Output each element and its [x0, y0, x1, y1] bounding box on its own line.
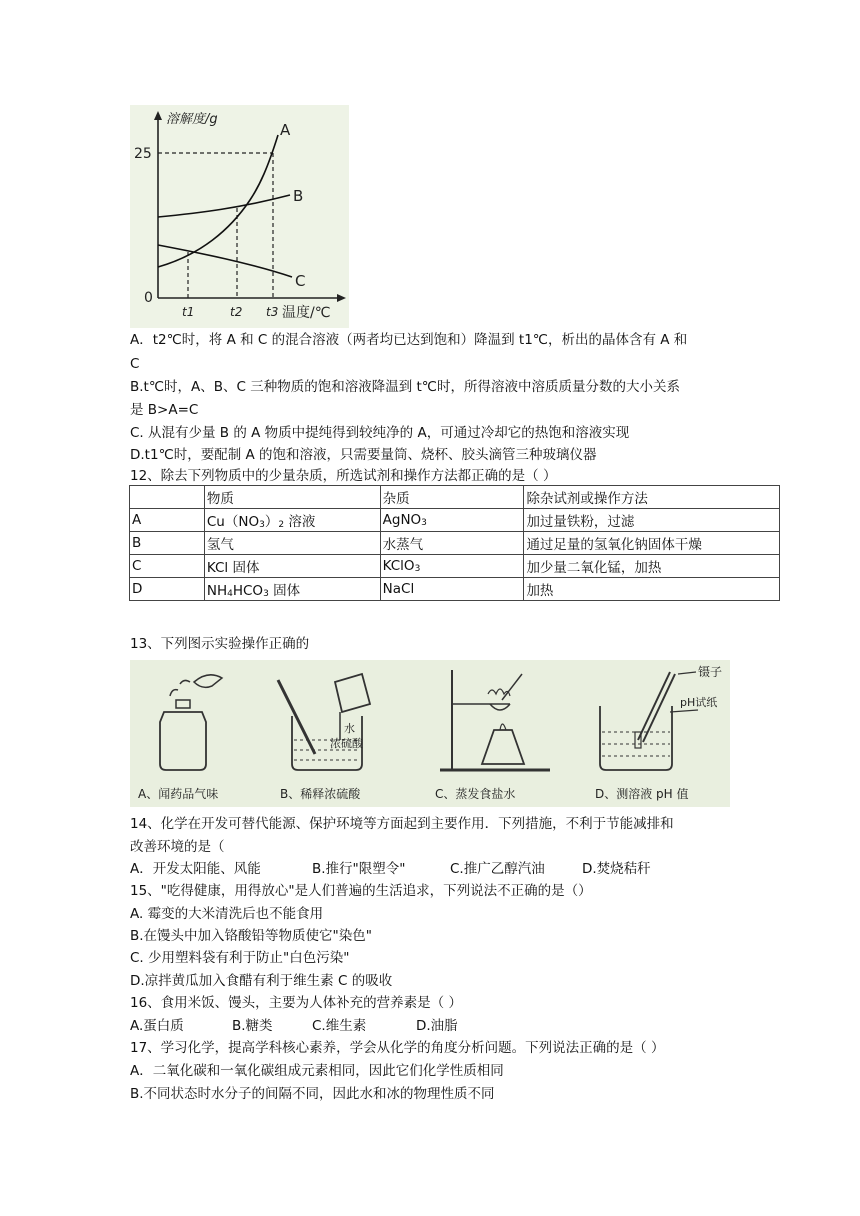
q11-option-c: C. 从混有少量 B 的 A 物质中提纯得到较纯净的 A，可通过冷却它的热饱和溶液实现 — [130, 425, 630, 441]
row-impurity: NaCl — [380, 578, 524, 601]
q11-option-b-line2: 是 B>A=C — [130, 402, 199, 418]
solubility-chart — [130, 105, 349, 328]
row-method: 加过量铁粉，过滤 — [524, 509, 780, 532]
table-header-row — [130, 486, 780, 509]
row-impurity: 水蒸气 — [380, 532, 524, 555]
table-header-cell: 杂质 — [380, 486, 524, 509]
panel-a-label: A、闻药品气味 — [138, 787, 219, 801]
curve-c-label: C — [295, 272, 306, 290]
row-substance: 氢气 — [204, 532, 380, 555]
panel-b-label: B、稀释浓硫酸 — [280, 787, 361, 801]
panel-c-label: C、蒸发食盐水 — [435, 787, 516, 801]
q11-option-a-line2: C — [130, 356, 140, 372]
y-axis-label: 溶解度/g — [166, 112, 218, 127]
row-substance: $NH_4HCO_3$ 固体 — [204, 578, 380, 601]
q11-option-b-line1: B.t℃时，A、B、C 三种物质的饱和溶液降温到 t℃时，所得溶液中溶质质量分数的大小关系 — [130, 379, 680, 395]
q17-option-a: A．二氧化碳和一氧化碳组成元素相同，因此它们化学性质相同 — [130, 1063, 504, 1079]
row-impurity: KClO$_3$ — [380, 555, 524, 578]
solubility-chart-svg — [130, 105, 349, 328]
q16-option-b: B.糖类 — [232, 1018, 273, 1034]
q12-stem: 12、除去下列物质中的少量杂质，所选试剂和操作方法都正确的是（ ） — [130, 468, 557, 484]
q11-option-a-line1: A．t2℃时，将 A 和 C 的混合溶液（两者均已达到饱和）降温到 t1℃，析出的晶体含有 A 和 — [130, 332, 688, 348]
lab-operations-figure — [130, 660, 730, 807]
row-label: B — [130, 532, 205, 555]
q14-stem-line1: 14、化学在开发可替代能源、保护环境等方面起到主要作用．下列措施，不利于节能减排和 — [130, 816, 674, 832]
q12-table — [129, 485, 780, 601]
table-header-cell: 除杂试剂或操作方法 — [524, 486, 780, 509]
q14-stem-line2: 改善环境的是（ — [130, 839, 225, 855]
q15-stem: 15、"吃得健康，用得放心"是人们普遍的生活追求，下列说法不正确的是（） — [130, 883, 592, 899]
table-header-cell: 物质 — [204, 486, 380, 509]
row-impurity: AgNO$_3$ — [380, 509, 524, 532]
table-row — [130, 578, 780, 601]
q16-option-c: C.维生素 — [312, 1018, 367, 1034]
q17-stem: 17、学习化学，提高学科核心素养，学会从化学的角度分析问题。下列说法正确的是（ ） — [130, 1040, 665, 1056]
q15-option-c: C. 少用塑料袋有利于防止"白色污染" — [130, 950, 350, 966]
curve-a-label: A — [280, 121, 291, 139]
q15-option-a: A. 霉变的大米清洗后也不能食用 — [130, 906, 324, 922]
row-method: 加热 — [524, 578, 780, 601]
tick-t2: t2 — [230, 305, 243, 319]
row-substance: KCl 固体 — [204, 555, 380, 578]
row-method: 加少量二氧化锰，加热 — [524, 555, 780, 578]
q14-option-d: D.焚烧秸秆 — [582, 861, 651, 877]
tweezers-label: 镊子 — [698, 665, 723, 679]
table-row — [130, 532, 780, 555]
q15-option-b: B.在馒头中加入铬酸铅等物质使它"染色" — [130, 928, 372, 944]
q16-options — [130, 1016, 458, 1036]
q14-option-b: B.推行"限塑令" — [312, 861, 406, 877]
row-label: D — [130, 578, 205, 601]
table-header-cell — [130, 486, 205, 509]
q14-option-c: C.推广乙醇汽油 — [450, 861, 545, 877]
x-axis-label: 温度/℃ — [282, 305, 331, 321]
y-tick-25: 25 — [134, 146, 152, 162]
origin-label: 0 — [144, 290, 153, 306]
water-label: 水 — [344, 722, 355, 735]
q14-options — [130, 859, 651, 879]
q14-option-a: A．开发太阳能、风能 — [130, 861, 261, 877]
table-row — [130, 555, 780, 578]
row-method: 通过足量的氢氧化钠固体干燥 — [524, 532, 780, 555]
table-row — [130, 509, 780, 532]
q17-option-b: B.不同状态时水分子的间隔不同，因此水和冰的物理性质不同 — [130, 1086, 495, 1102]
q16-stem: 16、食用米饭、馒头，主要为人体补充的营养素是（ ） — [130, 995, 462, 1011]
tick-t1: t1 — [182, 305, 195, 319]
tick-t3: t3 — [266, 305, 279, 319]
q13-stem: 13、下列图示实验操作正确的 — [130, 636, 310, 652]
q16-option-a: A.蛋白质 — [130, 1018, 184, 1034]
q15-option-d: D.凉拌黄瓜加入食醋有利于维生素 C 的吸收 — [130, 973, 393, 989]
q11-option-d: D.t1℃时，要配制 A 的饱和溶液，只需要量筒、烧杯、胶头滴管三种玻璃仪器 — [130, 447, 597, 463]
curve-b-label: B — [293, 187, 304, 205]
row-label: C — [130, 555, 205, 578]
row-label: A — [130, 509, 205, 532]
panel-d-label: D、测溶液 pH 值 — [595, 787, 689, 801]
lab-operations-svg — [130, 660, 730, 807]
q16-option-d: D.油脂 — [416, 1018, 458, 1034]
ph-paper-label: pH试纸 — [680, 696, 718, 709]
acid-label: 浓硫酸 — [330, 737, 363, 750]
row-substance: $Cu(NO_3)_2$ 溶液 — [204, 509, 380, 532]
